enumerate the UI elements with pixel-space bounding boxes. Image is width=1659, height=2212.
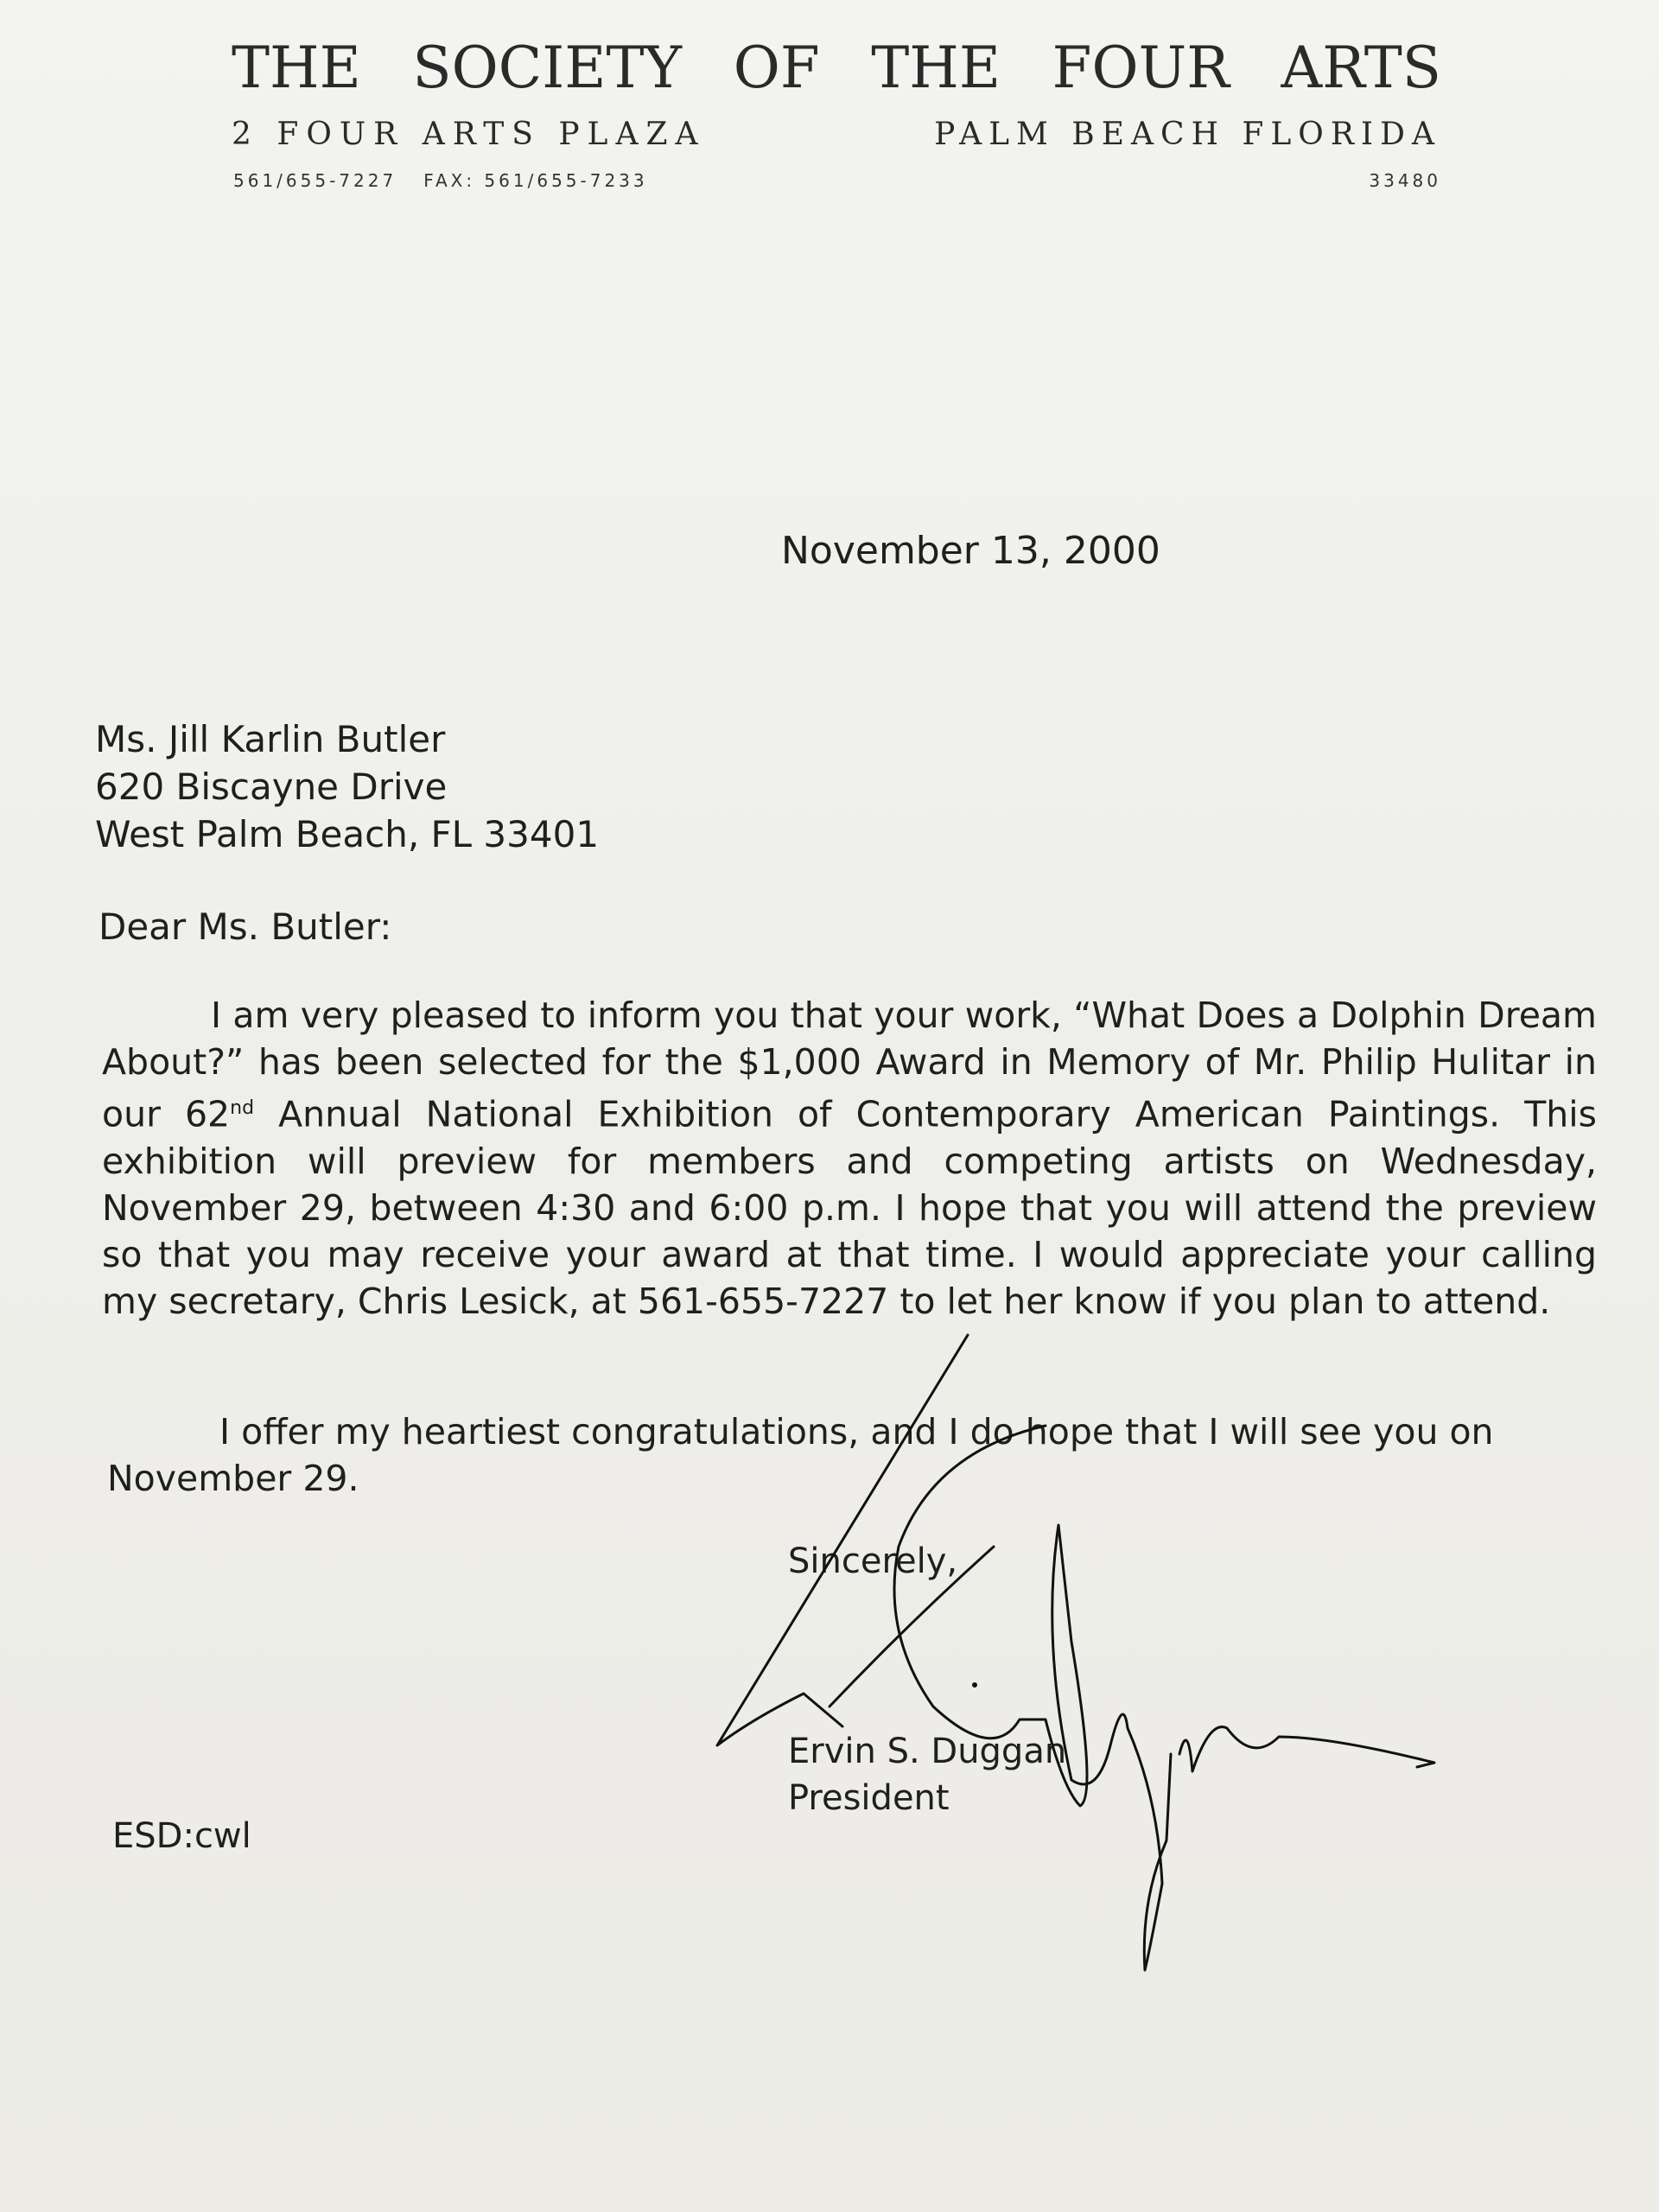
paragraph-text: I offer my heartiest congratulations, and I do hope that I will see you on November 29. [107,1411,1494,1499]
ordinal-suffix: nd [230,1097,255,1119]
letterhead-word: FOUR [1052,35,1230,101]
paragraph-text: Annual National Exhibition of Contemporary American Paintings. This exhibition will preview for members and competing artists on Wednesday, November 29, between 4:30 and 6:00 p.m. I hope that you will attend the preview so that you may receive your award at that time. I would appreciate your calling my secretary, Chris Lesick, at 561-655-7227 to let her know if you plan to attend. [102,1093,1597,1322]
letterhead-street: 2 FOUR ARTS PLAZA [232,117,706,152]
closing: Sincerely, [788,1541,958,1581]
salutation: Dear Ms. Butler: [99,906,392,948]
letterhead-word: SOCIETY [412,35,683,101]
letterhead-word: THE [871,35,1001,101]
signer-name: Ervin S. Duggan [788,1732,1067,1771]
letterhead-phone-fax [233,170,648,191]
recipient-name: Ms. Jill Karlin Butler [95,718,446,760]
body-paragraph-2 [107,1408,1599,1502]
body-paragraph-1 [102,992,1597,1325]
recipient-street: 620 Biscayne Drive [95,766,448,808]
signature-dot [972,1682,977,1688]
letterhead-word: THE [232,35,361,101]
letterhead-title [232,35,1441,101]
signer-title: President [788,1778,950,1818]
signature-block [788,1728,1066,1821]
letterhead-city: PALM BEACH FLORIDA [934,117,1441,152]
letterhead-fax: FAX: 561/655-7233 [423,170,648,191]
reference-initials: ESD:cwl [112,1816,251,1856]
letter-date: November 13, 2000 [781,529,1160,573]
letterhead-word: ARTS [1281,35,1441,101]
letterhead-phone: 561/655-7227 [233,170,397,191]
recipient-address [95,715,599,858]
letterhead-zip: 33480 [1369,170,1441,191]
letterhead-word: OF [733,35,820,101]
recipient-city: West Palm Beach, FL 33401 [95,813,600,855]
paragraph-text: I am very pleased to inform you that your work, “What Does a Dolphin Dream About?” has been selected for the $1,000 Award in Memory of Mr. Philip Hulitar in our 62 [102,995,1597,1135]
